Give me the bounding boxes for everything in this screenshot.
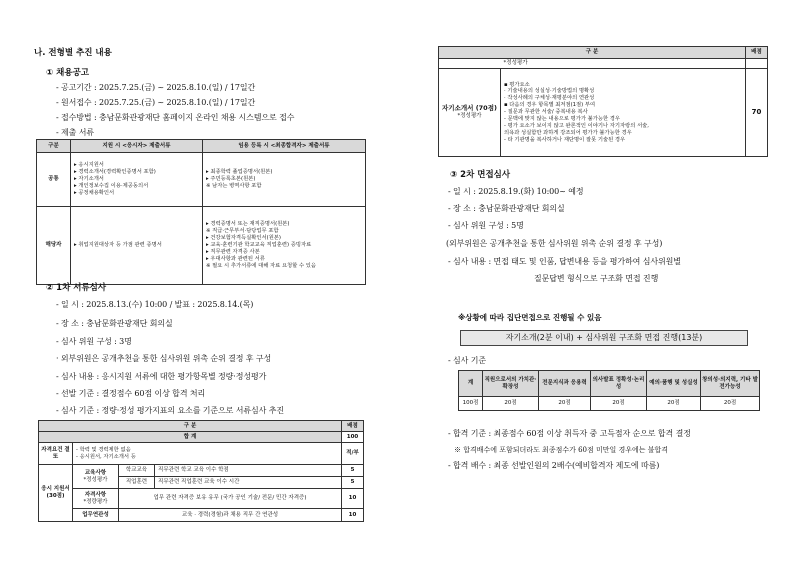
list-item: - 타 기관명을 복사하거나 재단명이 잘못 기술된 경우 <box>504 136 626 143</box>
row-label: 공통 <box>37 153 71 207</box>
stage2-line: - 장 소 : 충남문화관광재단 회의실 <box>56 319 173 328</box>
stage2-title: ② 1차 서류심사 <box>46 283 107 293</box>
table-header: 구 분 <box>439 47 746 59</box>
section-title: 나. 전형별 추진 내용 <box>34 48 112 58</box>
stage2-line: - 심사 위원 구성 : 3명 <box>56 337 132 346</box>
score-cell: 10 <box>342 489 364 509</box>
table-header: 직원으로서의 가치관·확장성 <box>483 371 539 397</box>
list-item: ▸ 자기소개서 <box>74 176 104 183</box>
essay-score: 70 <box>746 69 768 157</box>
cell: 교육 · 경력(경험)과 채용 직무 간 연관성 <box>119 509 342 522</box>
pass-note: ※ 합격배수에 포함되더라도 최종점수가 60점 미만일 경우에는 불합격 <box>454 446 669 454</box>
stage1-line: - 공고기간 : 2025.7.25.(금) ~ 2025.8.10.(일) / 17일간 <box>56 83 256 92</box>
cell: 직무관련 직업훈련 교육 이수 시간 <box>155 477 342 489</box>
list-item: ▪ 다음의 경우 항목별 최저점(1점) 부여 <box>504 102 596 109</box>
group-label: 응시 지원서 (30점) <box>39 465 73 522</box>
cell: 학교교육 <box>119 465 155 477</box>
stage2-line: - 심사 기준 : 정량·정성 평가지표의 요소를 기준으로 서류심사 추진 <box>56 406 284 415</box>
essay-score-table <box>438 46 768 157</box>
pass-criteria: - 합격 기준 : 최종점수 60점 이상 취득자 중 고득점자 순으로 합격 결정 <box>448 429 691 438</box>
apply-docs-list <box>74 162 202 196</box>
list-item: ▸ 우대사항과 관련된 서류 <box>206 255 265 262</box>
stage3-line: 질문답변 형식으로 구조화 면접 진행 <box>534 274 659 283</box>
category-sub: *정성평가 <box>83 476 108 483</box>
total-score: 100 <box>342 432 364 443</box>
table-header: 창의성·의지력, 기타 발전가능성 <box>701 371 760 397</box>
table-header: 배점 <box>342 421 364 432</box>
stage2-line: - 심사 내용 : 응시지원 서류에 대한 평가항목별 정량·정성평가 <box>56 372 267 381</box>
list-item: - 질문과 무관한 서술/ 중복내용 복사 <box>504 109 588 116</box>
stage2-line: - 일 시 : 2025.8.13.(수) 10:00 / 발표 : 2025.8.14.(목) <box>56 300 254 309</box>
stage3-line: - 일 시 : 2025.8.19.(화) 10:00~ 예정 <box>448 187 584 196</box>
list-item: ▸ 경력소개서(경력확인증명서 포함) <box>74 169 156 176</box>
register-docs-list <box>206 221 365 269</box>
table-cell: 100점 <box>459 397 483 411</box>
stage1-line: - 제출 서류 <box>56 128 95 137</box>
list-item: ▸ 공정채용확인서 <box>74 189 115 196</box>
list-item: ※ 필요 시 추가서류에 대해 자료 요청할 수 있음 <box>206 262 317 269</box>
cell: 업무 관련 자격증 보유 유무 (국가 공인 기술/ 전문/ 민간 자격증) <box>119 489 342 509</box>
criteria-label: - 심사 기준 <box>448 356 487 365</box>
criteria-table <box>458 370 760 411</box>
table-cell: 20점 <box>647 397 701 411</box>
sub-note: *정성평가 <box>501 59 746 69</box>
stage3-line: (외부위원은 공개추천을 통한 심사위원 위촉 순위 결정 후 구성) <box>446 239 663 248</box>
table-header: 임용 등록 시 <최종합격자> 제출서류 <box>203 140 366 153</box>
table-header: 구분 <box>37 140 71 153</box>
total-label: 합 계 <box>39 432 342 443</box>
table-header: 지원 시 <응시자> 제출서류 <box>71 140 203 153</box>
table-header: 구 분 <box>39 421 342 432</box>
category: 자격사항 <box>84 491 107 498</box>
list-item: ▸ 직무관련 자격증 사본 <box>206 248 260 255</box>
list-item: ▸ 최종학력 졸업증명서(원본) <box>206 169 273 176</box>
cell: 직업훈련 <box>119 477 155 489</box>
group-interview-note: ※상황에 따라 집단면접으로 진행될 수 있음 <box>458 313 602 322</box>
register-docs-list <box>206 169 365 190</box>
table-cell: 20점 <box>539 397 591 411</box>
score-cell: 5 <box>342 465 364 477</box>
list-item: - 학력 및 경력제한 없음 <box>76 446 131 453</box>
qual-items <box>76 447 341 461</box>
list-item: ▪ 평가요소 <box>504 81 530 88</box>
list-item: ▸ 개인정보수집 이용·제공동의서 <box>74 182 149 189</box>
stage1-line: - 원서접수 : 2025.7.25.(금) ~ 2025.8.10.(일) / 17일간 <box>56 98 256 107</box>
stage2-line: · 외부위원은 공개추천을 통한 심사위원 위촉 순위 결정 후 구성 <box>56 354 272 363</box>
row-label: 해당자 <box>37 207 71 285</box>
score-cell: 5 <box>342 477 364 489</box>
stage3-line: - 심사 내용 : 면접 태도 및 인품, 답변내용 등을 평가하여 심사위원별 <box>448 257 681 266</box>
list-item: ▸ 경력증명서 또는 재직증명서(원본) <box>206 221 290 228</box>
table-header: 계 <box>459 371 483 397</box>
essay-label: 자기소개서 (70점) <box>442 104 497 113</box>
list-item: 의욕과 성실함만 과하게 강조되어 평가가 불가능한 경우 <box>504 129 632 136</box>
table-cell: 20점 <box>591 397 647 411</box>
category: 교육사항 <box>84 469 107 476</box>
stage3-line: - 장 소 : 충남문화관광재단 회의실 <box>448 204 565 213</box>
qual-label: 자격요건 결 또 <box>39 443 73 465</box>
stage1-line: - 접수방법 : 충남문화관광재단 홈페이지 온라인 채용 시스템으로 접수 <box>56 113 295 122</box>
stage2-line: - 선발 기준 : 결정점수 60점 이상 합격 처리 <box>56 389 206 398</box>
table-cell: 20점 <box>483 397 539 411</box>
list-item: - 문맥에 맞지 않는 내용으로 평가가 불가능한 경우 <box>504 115 621 122</box>
essay-label-sub: *정성평가 <box>457 113 482 120</box>
list-item: · 작성사례의 구체성·재평분야의 연관성 <box>504 95 595 102</box>
list-item: - 응시원서, 자기소개서 등 <box>76 453 136 460</box>
list-item: ※ 남자는 병역사항 포함 <box>206 182 262 189</box>
apply-docs-list <box>74 242 202 249</box>
table-cell: 20점 <box>701 397 760 411</box>
list-item: ※ 직급·근무부서·담당업무 포함 <box>206 228 279 235</box>
interview-banner: 자기소개(2분 이내) + 심사위원 구조화 면접 진행(13분) <box>460 330 748 346</box>
score-table <box>38 420 364 522</box>
qual-score: 적/부 <box>342 443 364 465</box>
list-item: - 평가 요소가 보이지 않고 완론적인 이야기나 자기자랑의 서술, <box>504 122 649 129</box>
documents-table <box>36 139 366 285</box>
table-header: 의사발표 정확성·논리성 <box>591 371 647 397</box>
list-item: ▸ 교육·훈련기관 학교교육 직업훈련) 증빙자료 <box>206 242 312 249</box>
list-item: ▸ 주민등록초본(원본) <box>206 176 256 183</box>
list-item: · 기술내용의 성실성·기술방법의 명확성 <box>504 88 595 95</box>
table-header: 전문지식과 응용력 <box>539 371 591 397</box>
essay-criteria-list <box>504 82 745 144</box>
list-item: ▸ 건강보험자격득실확인서(원본) <box>206 235 281 242</box>
score-cell: 10 <box>342 509 364 522</box>
list-item: ▸ 취업지원대상자 등 가점 관련 증명서 <box>74 242 162 249</box>
category: 업무연관성 <box>73 509 119 522</box>
stage3-line: - 심사 위원 구성 : 5명 <box>448 221 524 230</box>
category-sub: *정량평가 <box>83 498 108 505</box>
table-header: 배점 <box>746 47 768 59</box>
table-header: 예의·품행 및 성실성 <box>647 371 701 397</box>
stage1-title: ① 채용공고 <box>46 68 90 78</box>
pass-multiple: - 합격 배수 : 최종 선발인원의 2배수(예비합격자 제도에 따름) <box>448 461 660 470</box>
stage3-title: ③ 2차 면접심사 <box>450 170 511 180</box>
list-item: ▸ 응시지원서 <box>74 162 104 169</box>
cell: 직무관련 학교 교육 이수 학점 <box>155 465 342 477</box>
